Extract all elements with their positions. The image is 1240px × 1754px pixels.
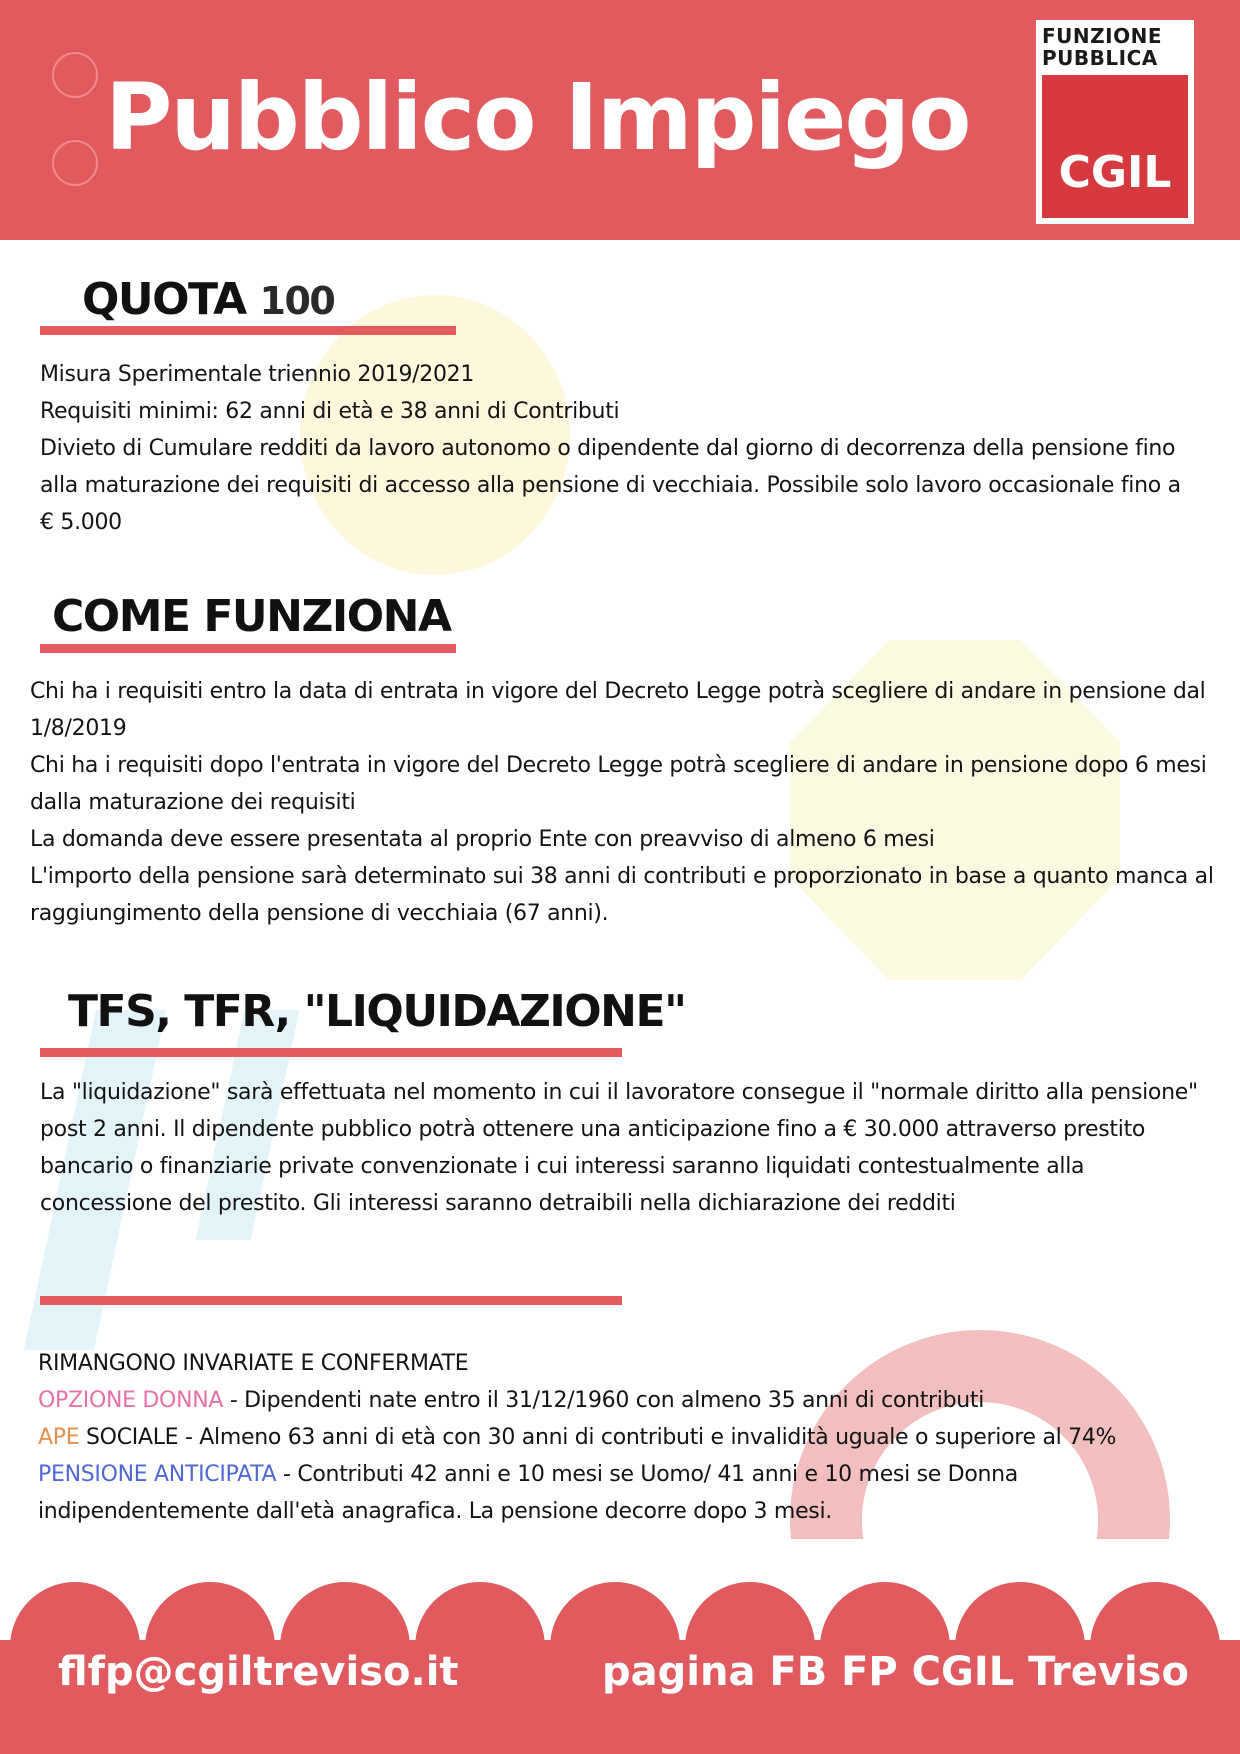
logo-line-1: FUNZIONE xyxy=(1042,24,1162,48)
section-rule xyxy=(40,1296,622,1305)
logo-line-2: PUBBLICA xyxy=(1042,46,1158,70)
paragraph: L'importo della pensione sarà determinato sui 38 anni di contributi e proporzionato in base a quanto manca al raggiungimento della pensione di vecchiaia (67 anni). xyxy=(30,864,1214,926)
paragraph: Misura Sperimentale triennio 2019/2021 xyxy=(40,362,475,387)
item-text: - Almeno 63 anni di età con 30 anni di contributi e invalidità uguale o superiore al 74% xyxy=(178,1425,1117,1450)
invariate-item xyxy=(38,1419,1218,1456)
section-rule xyxy=(40,1048,622,1057)
tfs-text xyxy=(40,1074,1210,1222)
invariate-item xyxy=(38,1382,1218,1419)
section-rule xyxy=(40,326,456,335)
paragraph: La "liquidazione" sarà effettuata nel momento in cui il lavoratore consegue il "normale diritto alla pensione" post 2 anni. Il dipendente pubblico potrà ottenere una anticipazione fino a € 30.000 attraverso prestito bancario o finanziarie private convenzionate i cui interessi saranno liquidati contestualmente alla concessione del prestito. Gli interessi saranno detraibili nella dichiarazione dei redditi xyxy=(40,1080,1198,1216)
footer-facebook-page[interactable]: pagina FB FP CGIL Treviso xyxy=(602,1649,1189,1695)
section-title-tfs: TFS, TFR, "LIQUIDAZIONE" xyxy=(68,986,686,1037)
logo-text xyxy=(1042,25,1188,69)
page-title: Pubblico Impiego xyxy=(105,64,970,171)
section-title-text: QUOTA xyxy=(82,274,246,325)
item-label: OPZIONE DONNA xyxy=(38,1388,224,1413)
item-label-rest: SOCIALE xyxy=(79,1425,179,1450)
section-title-suffix: 100 xyxy=(259,279,335,323)
section-rule xyxy=(40,644,456,653)
item-label: APE xyxy=(38,1425,80,1450)
fp-cgil-logo xyxy=(1036,20,1194,224)
logo-mark: CGIL xyxy=(1058,147,1172,198)
quota100-text xyxy=(40,356,1200,541)
item-label: PENSIONE ANTICIPATA xyxy=(38,1462,277,1487)
item-text: - Dipendenti nate entro il 31/12/1960 con almeno 35 anni di contributi xyxy=(223,1388,985,1413)
decorative-circle xyxy=(52,52,98,98)
decorative-circle xyxy=(52,140,98,186)
section-title-come-funziona: COME FUNZIONA xyxy=(52,591,451,642)
come-funziona-text xyxy=(30,673,1220,932)
invariate-block xyxy=(38,1345,1218,1530)
invariate-item xyxy=(38,1456,1218,1530)
item-text: - Contributi 42 anni e 10 mesi se Uomo/ 41 anni e 10 mesi se Donna indipendentemente dall'età anagrafica. La pensione decorre dopo 3 mesi. xyxy=(38,1462,1018,1524)
footer-email[interactable]: flfp@cgiltreviso.it xyxy=(58,1649,459,1695)
logo-red-block xyxy=(1042,75,1188,218)
paragraph: Chi ha i requisiti dopo l'entrata in vigore del Decreto Legge potrà scegliere di andare in pensione dopo 6 mesi dalla maturazione dei requisiti xyxy=(30,753,1207,815)
paragraph: Chi ha i requisiti entro la data di entrata in vigore del Decreto Legge potrà scegliere di andare in pensione dal 1/8/2019 xyxy=(30,679,1206,741)
section-title-quota100 xyxy=(82,274,335,325)
paragraph: Divieto di Cumulare redditi da lavoro autonomo o dipendente dal giorno di decorrenza della pensione fino alla maturazione dei requisiti di accesso alla pensione di vecchiaia. Possibile solo lavoro occasionale fino a € 5.000 xyxy=(40,436,1181,535)
invariate-heading: RIMANGONO INVARIATE E CONFERMATE xyxy=(38,1351,469,1376)
paragraph: La domanda deve essere presentata al proprio Ente con preavviso di almeno 6 mesi xyxy=(30,827,935,852)
paragraph: Requisiti minimi: 62 anni di età e 38 anni di Contributi xyxy=(40,399,620,424)
